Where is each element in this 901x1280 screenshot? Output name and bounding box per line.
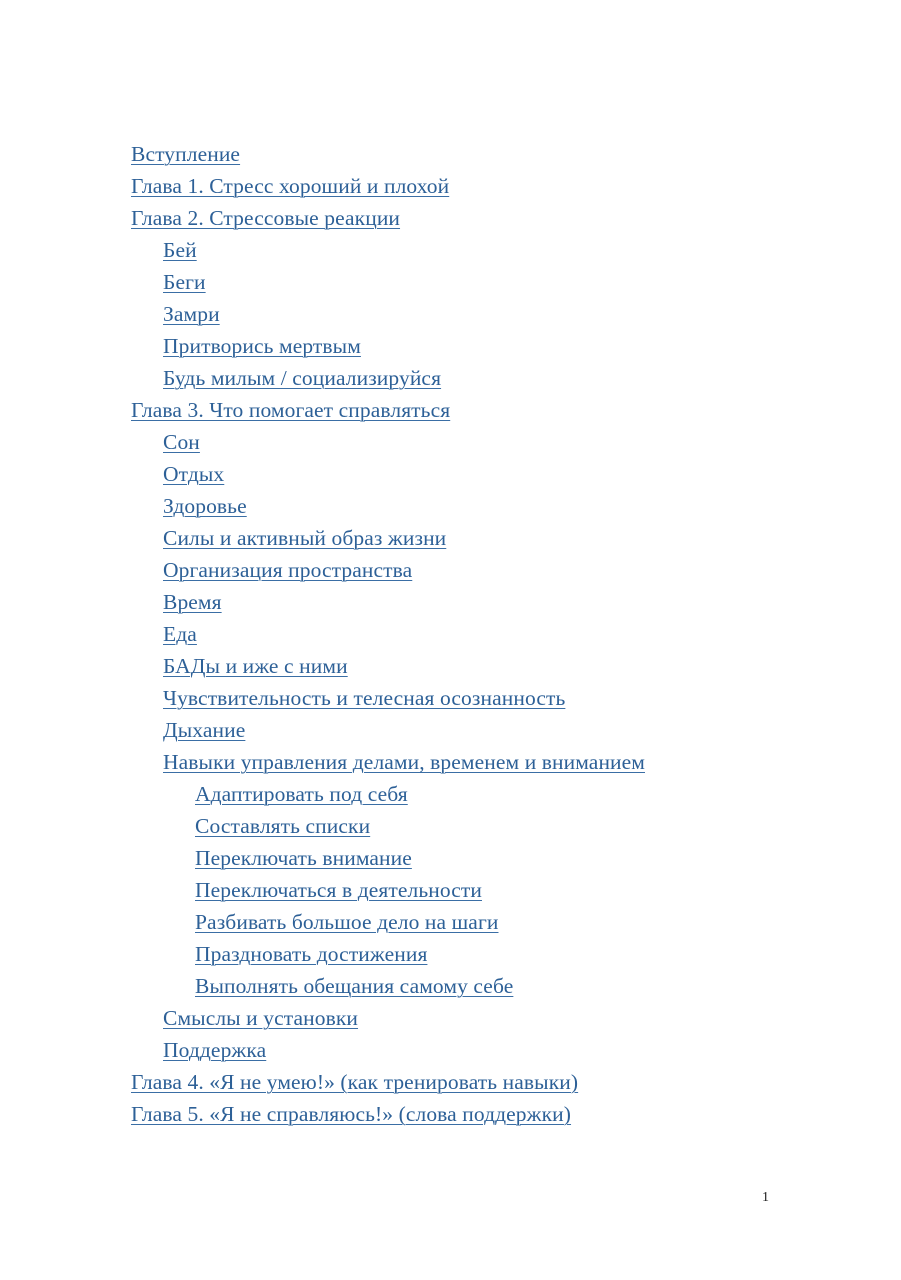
toc-link-label: Навыки управления делами, временем и вниманием: [163, 750, 645, 774]
toc-link[interactable]: [163, 298, 831, 330]
toc-link-label: Глава 4. «Я не умею!» (как тренировать навыки): [131, 1070, 579, 1094]
toc-link-label: Адаптировать под себя: [195, 782, 408, 806]
toc-link[interactable]: [131, 138, 831, 170]
toc-link-label: Переключать внимание: [195, 846, 412, 870]
toc-link[interactable]: [163, 682, 831, 714]
toc-link[interactable]: [195, 906, 831, 938]
toc-link-label: Здоровье: [163, 494, 247, 518]
toc-link[interactable]: [195, 938, 831, 970]
toc-link[interactable]: [131, 170, 831, 202]
toc-link-label: Замри: [163, 302, 220, 326]
toc-link-label: Притворись мертвым: [163, 334, 361, 358]
toc-link[interactable]: [131, 202, 831, 234]
toc-link[interactable]: [195, 810, 831, 842]
toc-link[interactable]: [163, 1034, 831, 1066]
toc-link-label: Глава 1. Стресс хороший и плохой: [131, 174, 450, 198]
toc-link[interactable]: [163, 746, 831, 778]
toc-link-label: Беги: [163, 270, 206, 294]
toc-link-label: Отдых: [163, 462, 225, 486]
toc-link[interactable]: [163, 650, 831, 682]
toc-link-label: Чувствительность и телесная осознанность: [163, 686, 566, 710]
toc-link[interactable]: [163, 234, 831, 266]
toc-link-label: Выполнять обещания самому себе: [195, 974, 514, 998]
toc-link[interactable]: [163, 266, 831, 298]
toc-link-label: Глава 5. «Я не справляюсь!» (слова поддержки): [131, 1102, 572, 1126]
toc-link[interactable]: [163, 458, 831, 490]
toc-link-label: Вступление: [131, 142, 241, 166]
toc-link[interactable]: [163, 330, 831, 362]
toc-link-label: Силы и активный образ жизни: [163, 526, 447, 550]
toc-link-label: Организация пространства: [163, 558, 413, 582]
toc-link-label: Еда: [163, 622, 197, 646]
toc-link-label: Переключаться в деятельности: [195, 878, 482, 902]
toc-link[interactable]: [163, 362, 831, 394]
toc-link[interactable]: [163, 554, 831, 586]
toc-link[interactable]: [163, 490, 831, 522]
toc-link-label: Составлять списки: [195, 814, 371, 838]
table-of-contents: [131, 138, 831, 1130]
toc-link-label: Глава 3. Что помогает справляться: [131, 398, 451, 422]
toc-link-label: БАДы и иже с ними: [163, 654, 348, 678]
toc-link-label: Смыслы и установки: [163, 1006, 359, 1030]
toc-link-label: Поддержка: [163, 1038, 267, 1062]
toc-link[interactable]: [195, 778, 831, 810]
toc-link[interactable]: [195, 970, 831, 1002]
page-number: 1: [762, 1190, 769, 1205]
toc-link[interactable]: [163, 714, 831, 746]
toc-link[interactable]: [131, 394, 831, 426]
toc-link[interactable]: [195, 874, 831, 906]
toc-link-label: Сон: [163, 430, 200, 454]
toc-link-label: Дыхание: [163, 718, 246, 742]
toc-link[interactable]: [131, 1098, 831, 1130]
toc-link[interactable]: [163, 522, 831, 554]
toc-link-label: Время: [163, 590, 222, 614]
toc-link[interactable]: [163, 1002, 831, 1034]
toc-link[interactable]: [131, 1066, 831, 1098]
toc-link-label: Праздновать достижения: [195, 942, 428, 966]
toc-link-label: Бей: [163, 238, 197, 262]
toc-link[interactable]: [163, 426, 831, 458]
toc-link[interactable]: [163, 586, 831, 618]
toc-link[interactable]: [163, 618, 831, 650]
toc-link-label: Будь милым / социализируйся: [163, 366, 442, 390]
toc-link-label: Разбивать большое дело на шаги: [195, 910, 499, 934]
toc-link-label: Глава 2. Стрессовые реакции: [131, 206, 401, 230]
toc-link[interactable]: [195, 842, 831, 874]
